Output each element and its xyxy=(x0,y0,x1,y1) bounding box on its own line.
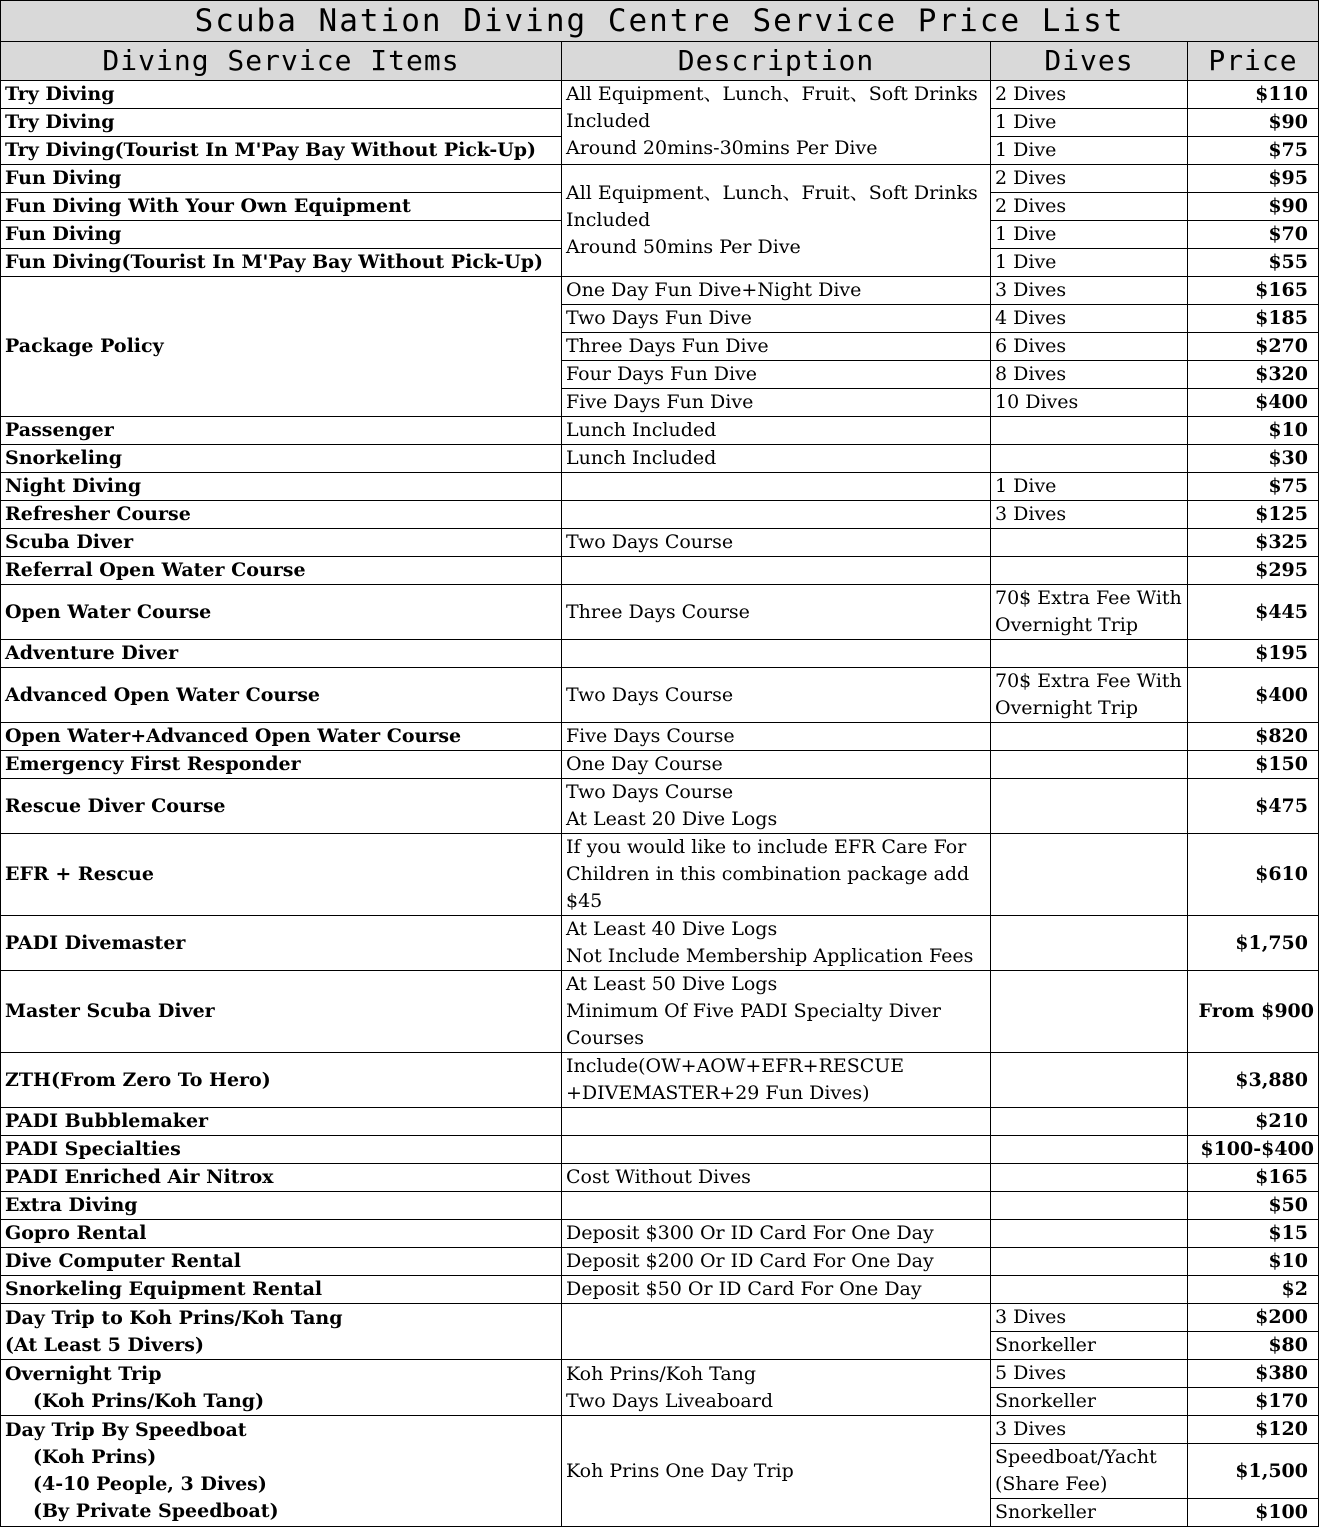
dives-cell: Snorkeller xyxy=(991,1499,1188,1527)
dives-cell xyxy=(991,971,1188,1053)
table-row xyxy=(1,165,1319,193)
description-cell xyxy=(562,1360,991,1416)
price-cell: $1,750 xyxy=(1188,916,1319,971)
item-cell: Dive Computer Rental xyxy=(1,1248,562,1276)
item-cell: Scuba Diver xyxy=(1,529,562,557)
price-cell: $120 xyxy=(1188,1416,1319,1444)
table-row xyxy=(1,1276,1319,1304)
dives-cell xyxy=(991,834,1188,916)
table-row xyxy=(1,668,1319,723)
dives-cell xyxy=(991,1108,1188,1136)
description-cell xyxy=(562,1108,991,1136)
price-cell: $95 xyxy=(1188,165,1319,193)
price-cell: $400 xyxy=(1188,389,1319,417)
table-row xyxy=(1,1416,1319,1444)
item-cell: Master Scuba Diver xyxy=(1,971,562,1053)
description-cell: One Day Fun Dive+Night Dive xyxy=(562,277,991,305)
item-cell: Try Diving xyxy=(1,109,562,137)
item-cell: Night Diving xyxy=(1,473,562,501)
dives-cell: 1 Dive xyxy=(991,473,1188,501)
price-cell: $325 xyxy=(1188,529,1319,557)
price-cell: $110 xyxy=(1188,81,1319,109)
description-cell: Two Days Course At Least 20 Dive Logs xyxy=(562,779,991,834)
item-line: (Koh Prins/Koh Tang) xyxy=(33,1389,265,1412)
price-cell: $200 xyxy=(1188,1304,1319,1332)
table-row xyxy=(1,1304,1319,1332)
table-row xyxy=(1,501,1319,529)
dives-cell xyxy=(991,779,1188,834)
description-cell: Deposit $200 Or ID Card For One Day xyxy=(562,1248,991,1276)
dives-cell xyxy=(991,1136,1188,1164)
dives-cell xyxy=(991,1192,1188,1220)
price-cell: $210 xyxy=(1188,1108,1319,1136)
description-cell xyxy=(562,473,991,501)
item-cell: Package Policy xyxy=(1,277,562,417)
dives-cell: Snorkeller xyxy=(991,1388,1188,1416)
item-line: Day Trip By Speedboat xyxy=(5,1419,247,1441)
description-cell: Lunch Included xyxy=(562,445,991,473)
item-cell: ZTH(From Zero To Hero) xyxy=(1,1053,562,1108)
dives-cell: 1 Dive xyxy=(991,221,1188,249)
dives-cell: 1 Dive xyxy=(991,249,1188,277)
table-row xyxy=(1,557,1319,585)
dives-cell: 3 Dives xyxy=(991,501,1188,529)
description-cell: Deposit $50 Or ID Card For One Day xyxy=(562,1276,991,1304)
item-cell: Fun Diving xyxy=(1,221,562,249)
price-cell: $50 xyxy=(1188,1192,1319,1220)
item-cell: Open Water+Advanced Open Water Course xyxy=(1,723,562,751)
table-row xyxy=(1,1360,1319,1388)
description-cell: At Least 50 Dive Logs Minimum Of Five PADI Specialty Diver Courses xyxy=(562,971,991,1053)
item-line: (At Least 5 Divers) xyxy=(5,1333,204,1356)
item-cell: Try Diving(Tourist In M'Pay Bay Without Pick-Up) xyxy=(1,137,562,165)
item-cell: Emergency First Responder xyxy=(1,751,562,779)
dives-cell xyxy=(991,557,1188,585)
description-cell: Deposit $300 Or ID Card For One Day xyxy=(562,1220,991,1248)
price-cell: $15 xyxy=(1188,1220,1319,1248)
description-cell: One Day Course xyxy=(562,751,991,779)
table-row xyxy=(1,1136,1319,1164)
column-header-description: Description xyxy=(562,42,991,81)
description-cell: Lunch Included xyxy=(562,417,991,445)
price-cell: $195 xyxy=(1188,640,1319,668)
description-cell: Five Days Fun Dive xyxy=(562,389,991,417)
description-cell: Five Days Course xyxy=(562,723,991,751)
description-cell: Two Days Fun Dive xyxy=(562,305,991,333)
price-cell: $475 xyxy=(1188,779,1319,834)
price-cell: $30 xyxy=(1188,445,1319,473)
dives-cell: 3 Dives xyxy=(991,277,1188,305)
table-row xyxy=(1,417,1319,445)
dives-cell: 2 Dives xyxy=(991,193,1188,221)
dives-cell: 4 Dives xyxy=(991,305,1188,333)
item-line: Overnight Trip xyxy=(5,1362,162,1385)
table-row xyxy=(1,1164,1319,1192)
item-line: Day Trip to Koh Prins/Koh Tang xyxy=(5,1306,343,1329)
price-cell: $1,500 xyxy=(1188,1444,1319,1499)
price-cell: $270 xyxy=(1188,333,1319,361)
price-cell: $320 xyxy=(1188,361,1319,389)
dives-cell xyxy=(991,445,1188,473)
description-cell xyxy=(562,501,991,529)
price-cell: $90 xyxy=(1188,109,1319,137)
dives-cell: 2 Dives xyxy=(991,165,1188,193)
page-title: Scuba Nation Diving Centre Service Price List xyxy=(1,1,1319,42)
table-row xyxy=(1,473,1319,501)
dives-cell xyxy=(991,1248,1188,1276)
column-header-dives: Dives xyxy=(991,42,1188,81)
dives-cell xyxy=(991,751,1188,779)
table-row xyxy=(1,1108,1319,1136)
table-row xyxy=(1,916,1319,971)
description-line: Koh Prins/Koh Tang xyxy=(566,1362,757,1385)
description-cell xyxy=(562,557,991,585)
item-cell: Adventure Diver xyxy=(1,640,562,668)
table-row xyxy=(1,1248,1319,1276)
item-cell xyxy=(1,1304,562,1360)
item-line: (4-10 People, 3 Dives) xyxy=(33,1473,267,1495)
item-cell: Extra Diving xyxy=(1,1192,562,1220)
table-row xyxy=(1,277,1319,305)
dives-cell: 70$ Extra Fee With Overnight Trip xyxy=(991,585,1188,640)
item-cell: Fun Diving With Your Own Equipment xyxy=(1,193,562,221)
price-cell: $380 xyxy=(1188,1360,1319,1388)
description-cell: Three Days Fun Dive xyxy=(562,333,991,361)
dives-cell: 2 Dives xyxy=(991,81,1188,109)
description-cell: Cost Without Dives xyxy=(562,1164,991,1192)
description-cell: Two Days Course xyxy=(562,668,991,723)
description-line: Two Days Liveaboard xyxy=(566,1389,773,1412)
dives-cell: 10 Dives xyxy=(991,389,1188,417)
column-header-price: Price xyxy=(1188,42,1319,81)
dives-cell: 3 Dives xyxy=(991,1416,1188,1444)
price-cell: $400 xyxy=(1188,668,1319,723)
price-cell: $125 xyxy=(1188,501,1319,529)
dives-cell xyxy=(991,640,1188,668)
item-cell: Snorkeling xyxy=(1,445,562,473)
description-cell xyxy=(562,1304,991,1360)
price-cell: $80 xyxy=(1188,1332,1319,1360)
table-row xyxy=(1,1192,1319,1220)
table-row xyxy=(1,751,1319,779)
item-cell xyxy=(1,1360,562,1416)
price-cell: $295 xyxy=(1188,557,1319,585)
table-row xyxy=(1,529,1319,557)
dives-cell: 8 Dives xyxy=(991,361,1188,389)
item-cell: Referral Open Water Course xyxy=(1,557,562,585)
table-row xyxy=(1,445,1319,473)
description-cell xyxy=(562,1136,991,1164)
item-cell: PADI Enriched Air Nitrox xyxy=(1,1164,562,1192)
item-cell: PADI Bubblemaker xyxy=(1,1108,562,1136)
item-cell: Fun Diving xyxy=(1,165,562,193)
description-cell: Three Days Course xyxy=(562,585,991,640)
dives-cell: Speedboat/Yacht (Share Fee) xyxy=(991,1444,1188,1499)
item-cell xyxy=(1,1416,562,1527)
item-line: (By Private Speedboat) xyxy=(33,1500,279,1522)
item-cell: PADI Specialties xyxy=(1,1136,562,1164)
price-cell: $75 xyxy=(1188,473,1319,501)
price-cell: $55 xyxy=(1188,249,1319,277)
dives-cell: 70$ Extra Fee With Overnight Trip xyxy=(991,668,1188,723)
table-row xyxy=(1,779,1319,834)
dives-cell xyxy=(991,723,1188,751)
price-cell: $165 xyxy=(1188,277,1319,305)
description-cell: Include(OW+AOW+EFR+RESCUE +DIVEMASTER+29 Fun Dives) xyxy=(562,1053,991,1108)
item-cell: Rescue Diver Course xyxy=(1,779,562,834)
table-row xyxy=(1,723,1319,751)
item-cell: Passenger xyxy=(1,417,562,445)
price-cell: $445 xyxy=(1188,585,1319,640)
item-cell: PADI Divemaster xyxy=(1,916,562,971)
price-cell: $100-$400 xyxy=(1188,1136,1319,1164)
price-cell: $170 xyxy=(1188,1388,1319,1416)
services-section xyxy=(1,417,1319,1304)
price-cell: $90 xyxy=(1188,193,1319,221)
header-row xyxy=(1,42,1319,81)
item-cell: Open Water Course xyxy=(1,585,562,640)
price-cell: $820 xyxy=(1188,723,1319,751)
dives-cell: 6 Dives xyxy=(991,333,1188,361)
item-cell: Fun Diving(Tourist In M'Pay Bay Without Pick-Up) xyxy=(1,249,562,277)
price-cell: $165 xyxy=(1188,1164,1319,1192)
table-row xyxy=(1,1053,1319,1108)
description-cell xyxy=(562,1192,991,1220)
dives-cell: 1 Dive xyxy=(991,137,1188,165)
table-row xyxy=(1,640,1319,668)
description-cell: If you would like to include EFR Care For Children in this combination package add $45 xyxy=(562,834,991,916)
item-cell: EFR + Rescue xyxy=(1,834,562,916)
description-cell: All Equipment、Lunch、Fruit、Soft Drinks Included Around 50mins Per Dive xyxy=(562,165,991,277)
price-cell: $70 xyxy=(1188,221,1319,249)
dives-cell xyxy=(991,1164,1188,1192)
dives-cell xyxy=(991,529,1188,557)
price-cell: $150 xyxy=(1188,751,1319,779)
dives-cell xyxy=(991,916,1188,971)
price-cell: $75 xyxy=(1188,137,1319,165)
description-cell: At Least 40 Dive Logs Not Include Membership Application Fees xyxy=(562,916,991,971)
dives-cell: 1 Dive xyxy=(991,109,1188,137)
dives-cell xyxy=(991,417,1188,445)
description-cell: Two Days Course xyxy=(562,529,991,557)
dives-cell: Snorkeller xyxy=(991,1332,1188,1360)
item-line: (Koh Prins) xyxy=(33,1446,157,1468)
column-header-item: Diving Service Items xyxy=(1,42,562,81)
table-row xyxy=(1,81,1319,109)
table-row xyxy=(1,834,1319,916)
dives-cell xyxy=(991,1220,1188,1248)
table-row xyxy=(1,971,1319,1053)
description-cell: Four Days Fun Dive xyxy=(562,361,991,389)
item-cell: Advanced Open Water Course xyxy=(1,668,562,723)
item-cell: Try Diving xyxy=(1,81,562,109)
price-cell: $10 xyxy=(1188,417,1319,445)
description-cell xyxy=(562,640,991,668)
price-cell: $2 xyxy=(1188,1276,1319,1304)
item-cell: Snorkeling Equipment Rental xyxy=(1,1276,562,1304)
price-cell: From $900 xyxy=(1188,971,1319,1053)
price-cell: $185 xyxy=(1188,305,1319,333)
item-cell: Gopro Rental xyxy=(1,1220,562,1248)
table-row xyxy=(1,585,1319,640)
title-row xyxy=(1,1,1319,42)
dives-cell: 3 Dives xyxy=(991,1304,1188,1332)
dives-cell xyxy=(991,1276,1188,1304)
description-cell: All Equipment、Lunch、Fruit、Soft Drinks Included Around 20mins-30mins Per Dive xyxy=(562,81,991,165)
dives-cell xyxy=(991,1053,1188,1108)
table-row xyxy=(1,1220,1319,1248)
price-cell: $100 xyxy=(1188,1499,1319,1527)
description-cell: Koh Prins One Day Trip xyxy=(562,1416,991,1527)
price-cell: $3,880 xyxy=(1188,1053,1319,1108)
item-cell: Refresher Course xyxy=(1,501,562,529)
dives-cell: 5 Dives xyxy=(991,1360,1188,1388)
price-cell: $10 xyxy=(1188,1248,1319,1276)
price-cell: $610 xyxy=(1188,834,1319,916)
